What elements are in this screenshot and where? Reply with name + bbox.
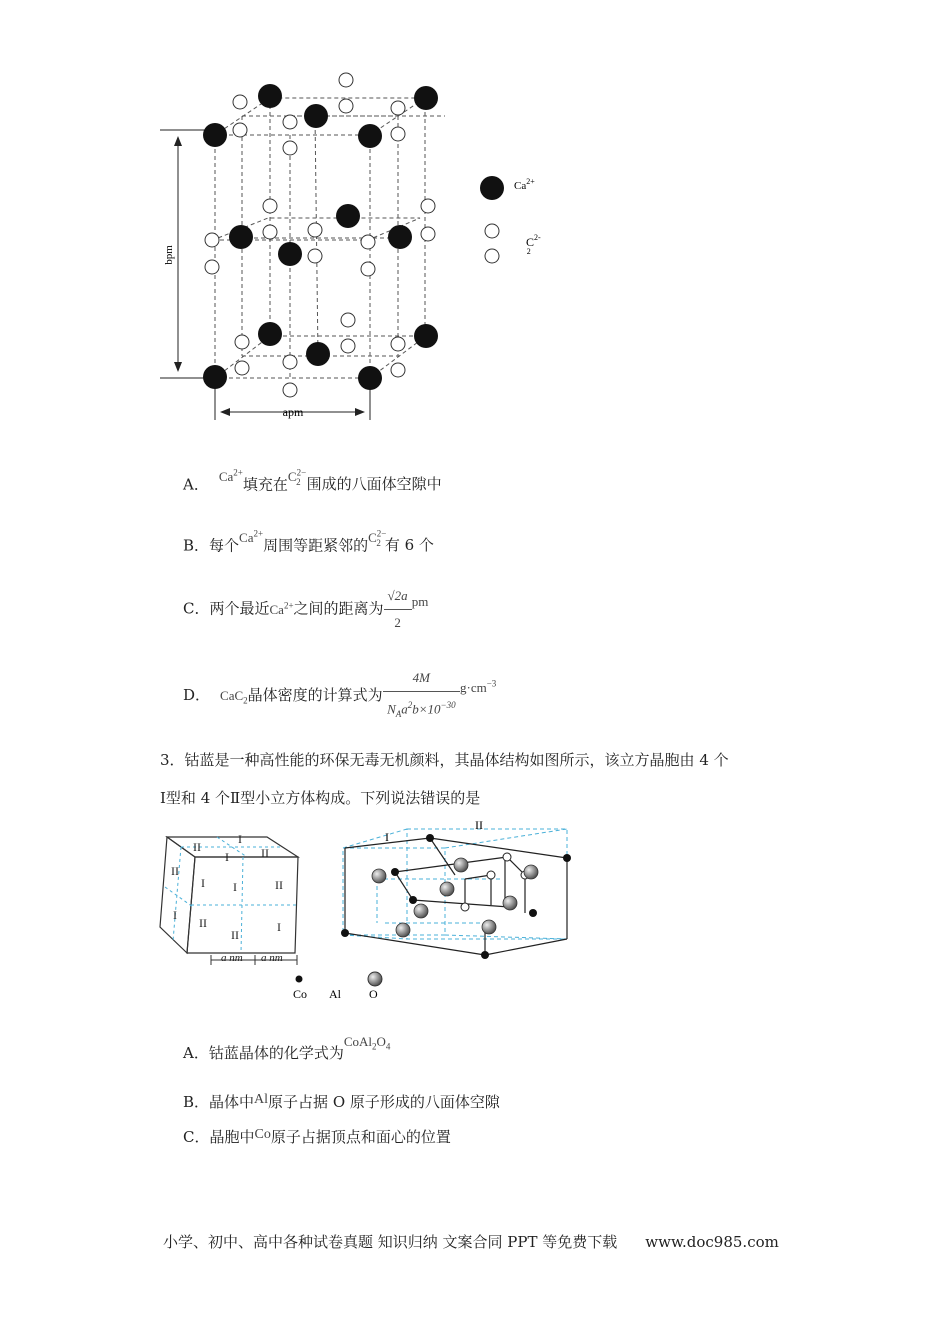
footer-url[interactable]: www.doc985.com [645,1233,779,1251]
q3-option-a[interactable]: A．钴蓝晶体的化学式为$CoAl_2O_4$ [183,1034,391,1062]
distance-fraction: $\frac{√2a}{2}$ [384,583,412,636]
page-footer [163,1231,779,1252]
o-legend-marker [368,972,382,986]
option-a[interactable]: A． $Ca^{2+}$填充在$C^{2-}_2$ 围成的八面体空隙中 [183,468,442,494]
svg-text:II: II [171,864,179,878]
c2-legend-label: $C^{2-}2$ [526,233,541,256]
svg-text:I: I [173,908,177,922]
c2-legend-marker [485,224,499,238]
svg-text:I: I [233,880,237,894]
o-legend-label: O [369,987,378,1001]
svg-text:I: I [385,830,389,844]
option-c[interactable]: C．两个最近$Ca^{2+}$之间的距离为 $\frac{√2a}{2}$ pm [183,583,428,636]
ca-legend-label: $Ca^{2+}$ [514,177,535,192]
q3-option-c[interactable]: C．晶胞中Co原子占据顶点和面心的位置 [183,1127,451,1146]
svg-text:II: II [261,846,269,860]
a-dimension-label: apm [282,405,304,419]
q3-stem-line1: 3．钴蓝是一种高性能的环保无毒无机颜料，其晶体结构如图所示，该立方晶胞由 4 个 [160,751,729,769]
q3-stem-line2: Ⅰ型和 4 个Ⅱ型小立方体构成。下列说法错误的是 [160,789,481,807]
ca-legend-marker [480,176,504,200]
density-fraction: $\frac{4M}{N_Aa^2b\times 10^{-30}}$ [383,665,460,727]
co-legend-marker [296,976,303,983]
svg-text:II: II [231,928,239,942]
al-legend-label: Al [329,987,341,1001]
svg-text:II: II [193,840,201,854]
b-dimension-label: bpm [163,245,175,265]
svg-text:II: II [475,818,483,832]
option-d[interactable]: D． CaC$_2$晶体密度的计算式为 $\frac{4M}{N_Aa^2b\times 10^{-30}}$ $g\cdot cm^{-3}$ [183,665,496,727]
option-b[interactable]: B．每个$Ca^{2+}$周围等距紧邻的$C^{2-}_2$ 有 6 个 [183,529,434,555]
svg-text:II: II [199,916,207,930]
cac2-lattice-figure [150,60,570,430]
cobalt-blue-figure [155,815,585,1010]
footer-text: 小学、初中、高中各种试卷真题 知识归纳 文案合同 PPT 等免费下载 [163,1233,618,1251]
svg-text:I: I [277,920,281,934]
co-legend-label: Co [293,987,308,1001]
a-nm-label-2: a nm [261,952,283,964]
svg-text:II: II [275,878,283,892]
svg-text:I: I [225,850,229,864]
svg-text:I: I [238,832,242,846]
q3-option-b[interactable]: B．晶体中Al原子占据 O 原子形成的八面体空隙 [183,1092,500,1111]
a-nm-label-1: a nm [221,952,243,964]
svg-text:I: I [201,876,205,890]
